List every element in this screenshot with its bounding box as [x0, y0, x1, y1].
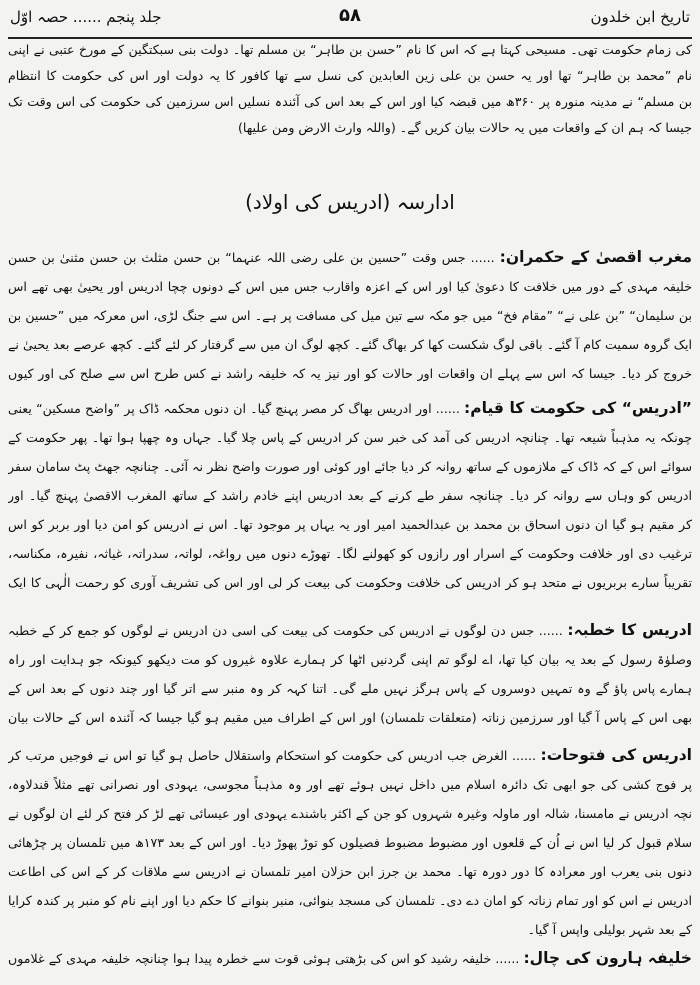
text-line: کر مقیم ہو گیا ان دنوں اسحاق بن محمد بن عبدالحمید امیر اور یہ یہاں پر موجود تھا۔ اس نے ادریس کو امن دیا اور بربر کو اس — [8, 517, 692, 532]
paragraph-heading: خلیفہ ہارون کی چال: — [523, 949, 692, 967]
text-line — [8, 944, 692, 973]
text-line: ایک گروہ سمیت کام آ گئے۔ باقی لوگ شکست کھا کر بھاگ گئے۔ کچھ لوگ ان میں سے گرفتار کر لئے گئے۔ کچھ عرصے بعد یحییٰ نے — [8, 337, 692, 352]
text-line: نچہ ادریس نے مامسنا، شالہ اور ماولہ وغیرہ شہروں کو جن کے اکثر باشندے یہودی اور عیسائی تھے لڑ کر فتح کر لئے ان لوگوں نے — [8, 806, 692, 821]
paragraph-text: ...... خلیفہ رشید کو اس کی بڑھتی ہوئی قوت سے خطرہ پیدا ہوا چنانچہ خلیفہ مہدی کے غلاموں — [8, 951, 520, 966]
text-line: ادریس نے اس کو اور تمام زناتہ کو امان دے دی۔ تلمسان کی مسجد بنوائی، منبر بنوانے کا حکم دیا اور اپنے نام کو منبر پر کندہ کرایا — [8, 893, 692, 908]
text-line: ہمارے پاس پاؤ گے وہ تمہیں دوسروں کے پاس ہرگز نہیں ملے گی۔ اتنا کہہ کر وہ منبر سے اتر گیا اور چند دنوں کے بعد اس کے — [8, 681, 692, 696]
text-line: کی زمام حکومت تھی۔ مسیحی کہتا ہے کہ اس کا نام ”حسن بن طاہر“ بن مسلم تھا۔ دولت بنی سبکتگین کے مورخ عتبی نے اپنی — [8, 42, 692, 57]
text-line: چونکہ یہ مذہباً شیعہ تھا۔ چنانچہ ادریس کی آمد کی خبر سن کر ادریس کے پاس چلا گیا۔ جہاں وہ چھپا ہوا تھا۔ پھر حکومت کے — [8, 430, 692, 445]
page-number: ۵۸ — [339, 5, 361, 26]
text-line: دنوں بنی یعرب اور معرادہ کا دور دورہ تھا۔ محمد بن جرز ابن حزلان امیر تلمسان نے ادریس سے ملاقات کر کے اس کی اطاعت — [8, 864, 692, 879]
paragraph-heading: ادریس کی فتوحات: — [540, 746, 692, 764]
paragraph-text: ...... الغرض جب ادریس کی حکومت کو استحکام واستقلال حاصل ہو گیا تو اس نے فوجیں مرتب کر — [8, 748, 536, 763]
paragraph-maghrib-rulers — [8, 243, 692, 388]
paragraph-idris-rule — [8, 394, 692, 597]
book-title: تاریخ ابن خلدون — [590, 8, 690, 26]
text-line: کے بعد شہر بولیلی واپس آ گیا۔ — [527, 922, 692, 937]
text-line: خلیفہ مہدی کے دور میں خلافت کا دعویٰ کیا اور اس کے اعزہ واقارب جس میں اس کے دونوں چچا ادریس اور یحییٰ بھی تھے اس — [8, 279, 692, 294]
text-line — [8, 616, 692, 645]
paragraph-heading: مغرب اقصیٰ کے حکمران: — [499, 248, 692, 266]
paragraph-heading: ادریس کا خطبہ: — [567, 621, 692, 639]
text-line: بن سلیمان“ ”بن علی نے“ ”مقام فخ“ میں جو مکہ سے تین میل کی مسافت پر ہے۔ اس سے جنگ لڑی، اس معرکہ میں ”حسین بن — [8, 308, 692, 323]
paragraph-harun-plot — [8, 944, 692, 973]
text-line: پر فوج کشی کی جو ابھی تک دائرہ اسلام میں داخل نہیں ہوئے تھے اور وہ مذہباً مجوسی، یہودی اور نصرانی تھے مثلاً قندلاوہ، — [8, 777, 692, 792]
paragraph-idris-sermon — [8, 616, 692, 732]
text-line: سلام قبول کر لیا اس نے اُن کے قلعوں اور مضبوط مضبوط فصیلوں کو توڑ پھوڑ دیا۔ اور اس کے بعد ۱۷۳ھ میں تلمسان پر چڑھائی — [8, 835, 692, 850]
volume-label: جلد پنجم ...... حصہ اوّل — [10, 8, 162, 26]
text-line: نام ”محمد بن طاہر“ تھا اور یہ حسن بن علی زین العابدین کی نسل سے تھا کافور کا یہ دولت اور اس کی حکومت کا انتظام — [8, 68, 692, 83]
text-line: سوائے اس کے کہ ڈاک کے ملازموں کے ساتھ روانہ کر دیا جائے اور کوئی اور صورت واضح نظر نہ آئی۔ چنانچہ جھٹ پٹ سامان سفر — [8, 459, 692, 474]
paragraph-text: ...... جس دن لوگوں نے ادریس کی حکومت کی بیعت کی اسی دن ادریس نے لوگوں کو جمع کر کے خطبہ — [8, 623, 563, 638]
text-line — [8, 394, 692, 423]
text-line — [8, 741, 692, 770]
text-line: خروج کر دیا۔ جیسا کہ اس سے پہلے ان واقعات اور حالات کو اور نیز یہ کہ خلیفہ راشد نے کس طرح اس سے صلح کی اور کیوں — [8, 366, 692, 381]
text-line: تقریباً سارے بربریوں نے متحد ہو کر ادریس کی خلافت وحکومت کی بیعت کر لی اور اس کی تشریف آوری کو رحمت الٰہی کا ایک — [8, 575, 692, 590]
paragraph-text: ...... جس وقت ”حسین بن علی رضی اللہ عنہما“ بن حسن مثلث بن حسن مثنیٰ بن حسن — [8, 250, 495, 265]
text-line — [8, 243, 692, 272]
text-line: بن مسلم“ نے مدینہ منورہ پر ۳۶۰ھ میں قبضہ کیا اور اس کے بعد اس کی آئندہ نسلیں اس سرزمین کی حکومت کی اس وقت تک — [8, 94, 692, 109]
section-title: ادارسہ (ادریس کی اولاد) — [245, 190, 455, 214]
text-line: بھی اس کے پاس آ گیا اور سرزمین زناتہ (متعلقات تلمسان) اور اس کے اطراف میں مقیم ہو گیا جیسا کہ آئندہ اس کے حالات بیان — [8, 710, 692, 725]
text-line: وصلوٰۃ رسول کے بعد یہ بیان کیا تھا، اے لوگو تم اپنی گردنیں اٹھا کر ہمارے علاوہ غیروں کو مت دیکھو کیونکہ جو ہدایت اور راہ — [8, 652, 692, 667]
text-line: ادریس کو وہاں سے روانہ کر دیا۔ چنانچہ سفر طے کرنے کے بعد ادریس اپنے خادم راشد کے ساتھ المغرب الاقصیٰ پہنچ گیا۔ اور — [8, 488, 692, 503]
paragraph-text: ...... اور ادریس بھاگ کر مصر پہنچ گیا۔ ان دنوں محکمہ ڈاک پر ”واضح مسکین“ یعنی — [8, 401, 460, 416]
paragraph-intro — [8, 37, 692, 141]
paragraph-heading: ”ادریس“ کی حکومت کا قیام: — [464, 399, 692, 417]
text-line: جیسا کہ ہم ان کے واقعات میں یہ حالات بیان کریں گے۔ (واللہ وارث الارض ومن علیھا) — [237, 120, 692, 135]
paragraph-idris-conquests — [8, 741, 692, 944]
text-line: ترغیب دی اور خلافت وحکومت کے اسرار اور رازوں کو کھولنے لگا۔ تھوڑے دنوں میں رواغہ، لواتہ، سدراتہ، غیاثہ، نفیرہ، مکناسہ، — [8, 546, 692, 561]
